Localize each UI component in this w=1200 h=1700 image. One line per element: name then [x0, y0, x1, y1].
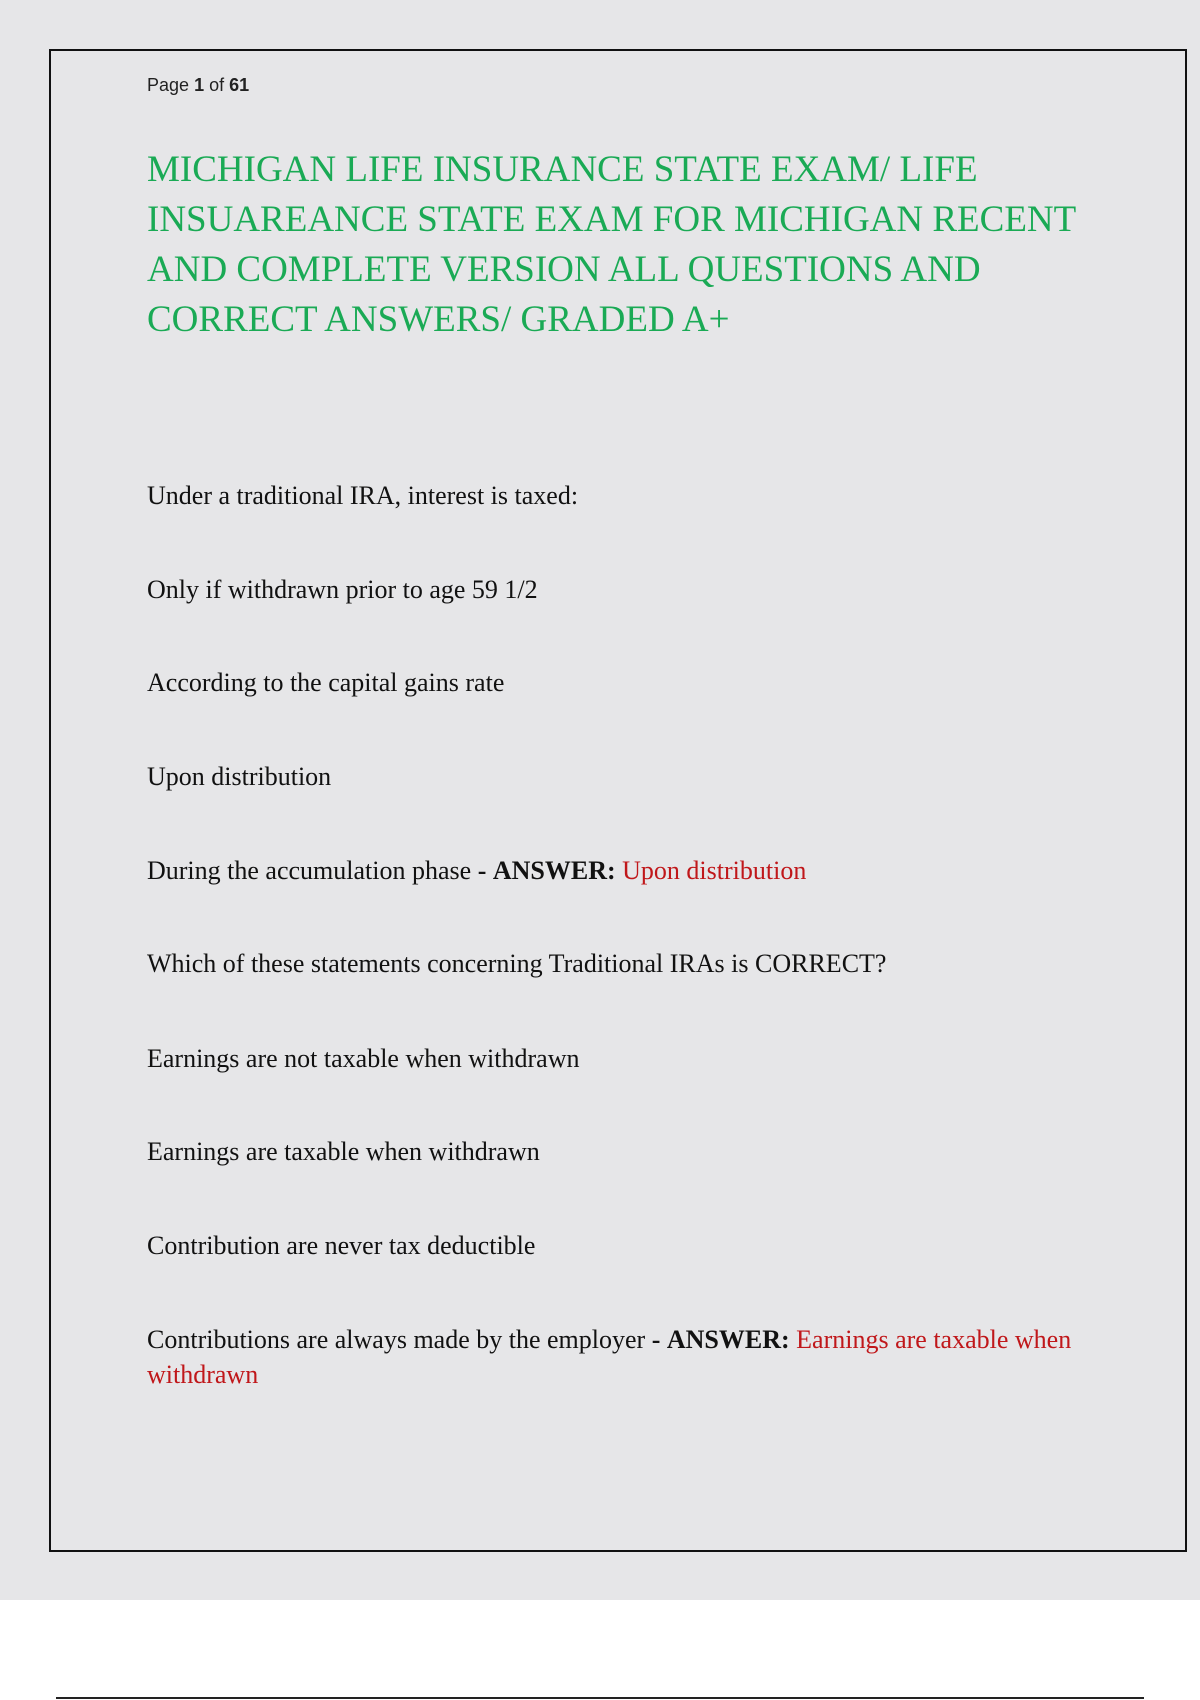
answer-option-with-answer	[147, 853, 1147, 888]
page-total: 61	[229, 75, 250, 95]
correct-answer: Upon distribution	[622, 856, 807, 885]
answer-separator: -	[477, 856, 487, 885]
answer-option-text: During the accumulation phase	[147, 856, 472, 885]
correct-answer: Earnings are taxable when withdrawn	[147, 1325, 1072, 1389]
page-current: 1	[194, 75, 205, 95]
page-indicator-prefix: Page	[147, 75, 190, 95]
page-bottom-divider	[56, 1697, 1144, 1699]
question-prompt: Which of these statements concerning Traditional IRAs is CORRECT?	[147, 949, 887, 978]
answer-option: Earnings are taxable when withdrawn	[147, 1137, 540, 1166]
answer-separator: -	[651, 1325, 661, 1354]
document-page	[49, 49, 1187, 1552]
page-indicator	[147, 75, 249, 96]
answer-option: Contribution are never tax deductible	[147, 1231, 536, 1260]
answer-label: ANSWER:	[666, 1325, 790, 1354]
answer-option: According to the capital gains rate	[147, 668, 505, 697]
answer-option: Upon distribution	[147, 762, 332, 791]
answer-label: ANSWER:	[492, 856, 616, 885]
question-prompt: Under a traditional IRA, interest is taxed:	[147, 481, 579, 510]
document-title: MICHIGAN LIFE INSURANCE STATE EXAM/ LIFE INSUAREANCE STATE EXAM FOR MICHIGAN RECENT AND COMPLETE VERSION ALL QUESTIONS AND CORRECT ANSWERS/ GRADED A+	[147, 149, 1076, 340]
answer-option: Only if withdrawn prior to age 59 1/2	[147, 575, 538, 604]
page-indicator-separator: of	[209, 75, 225, 95]
answer-option-with-answer	[147, 1322, 1147, 1392]
answer-option: Earnings are not taxable when withdrawn	[147, 1044, 580, 1073]
answer-option-text: Contributions are always made by the employer	[147, 1325, 646, 1354]
